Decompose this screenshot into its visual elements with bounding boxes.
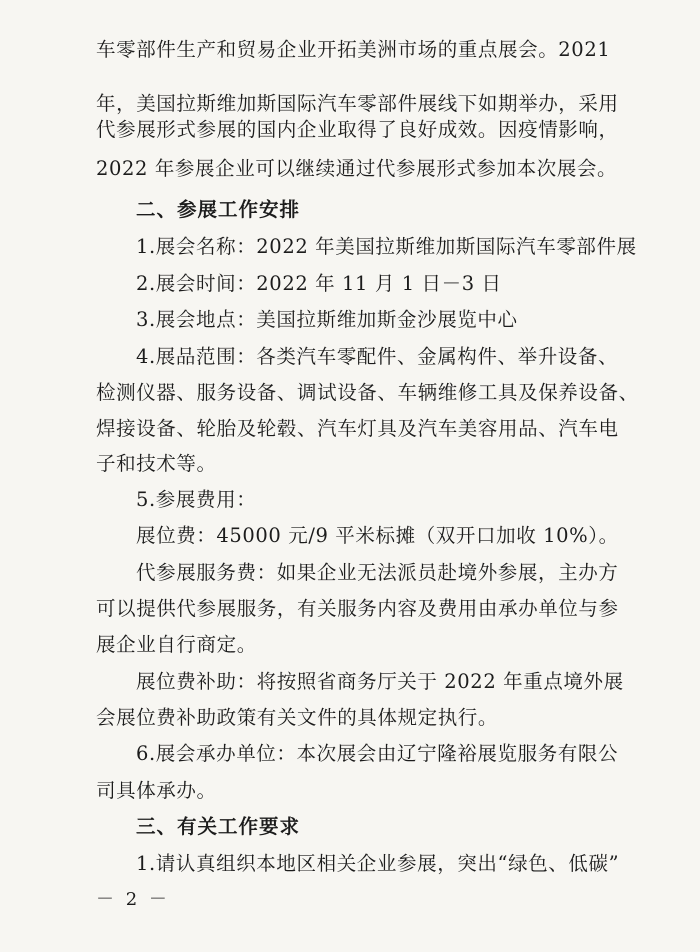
text-line: 可以提供代参展服务，有关服务内容及费用由承办单位与参 (96, 597, 619, 620)
text-line: 4.展品范围：各类汽车零配件、金属构件、举升设备、 (136, 345, 619, 368)
text-line: 会展位费补助政策有关文件的具体规定执行。 (96, 706, 499, 729)
text-line: 1.展会名称：2022 年美国拉斯维加斯国际汽车零部件展 (136, 235, 637, 258)
section-heading: 二、参展工作安排 (136, 198, 301, 221)
text-line: 司具体承办。 (96, 779, 217, 802)
section-heading: 三、有关工作要求 (136, 815, 301, 838)
text-line: 代参展形式参展的国内企业取得了良好成效。因疫情影响， (96, 118, 619, 141)
text-line: 检测仪器、服务设备、调试设备、车辆维修工具及保养设备、 (96, 381, 639, 404)
text-line: 年，美国拉斯维加斯国际汽车零部件展线下如期举办，采用 (96, 92, 619, 115)
text-line: 展位费补助：将按照省商务厅关于 2022 年重点境外展 (136, 670, 624, 693)
text-line: 3.展会地点：美国拉斯维加斯金沙展览中心 (136, 308, 518, 331)
text-line: 展企业自行商定。 (96, 633, 257, 656)
text-line: 2.展会时间：2022 年 11 月 1 日－3 日 (136, 272, 502, 295)
text-line: 子和技术等。 (96, 452, 217, 475)
page-number: － 2 － (96, 889, 170, 910)
text-line: 5.参展费用： (136, 488, 257, 511)
text-line: 2022 年参展企业可以继续通过代参展形式参加本次展会。 (96, 157, 618, 180)
text-line: 1.请认真组织本地区相关企业参展，突出“绿色、低碳” (136, 852, 620, 875)
text-line: 车零部件生产和贸易企业开拓美洲市场的重点展会。2021 (96, 38, 611, 61)
text-line: 代参展服务费：如果企业无法派员赴境外参展，主办方 (136, 561, 619, 584)
text-line: 展位费：45000 元/9 平米标摊（双开口加收 10%）。 (136, 524, 619, 547)
text-line: 焊接设备、轮胎及轮毂、汽车灯具及汽车美容用品、汽车电 (96, 417, 619, 440)
text-line: 6.展会承办单位：本次展会由辽宁隆裕展览服务有限公 (136, 742, 619, 765)
